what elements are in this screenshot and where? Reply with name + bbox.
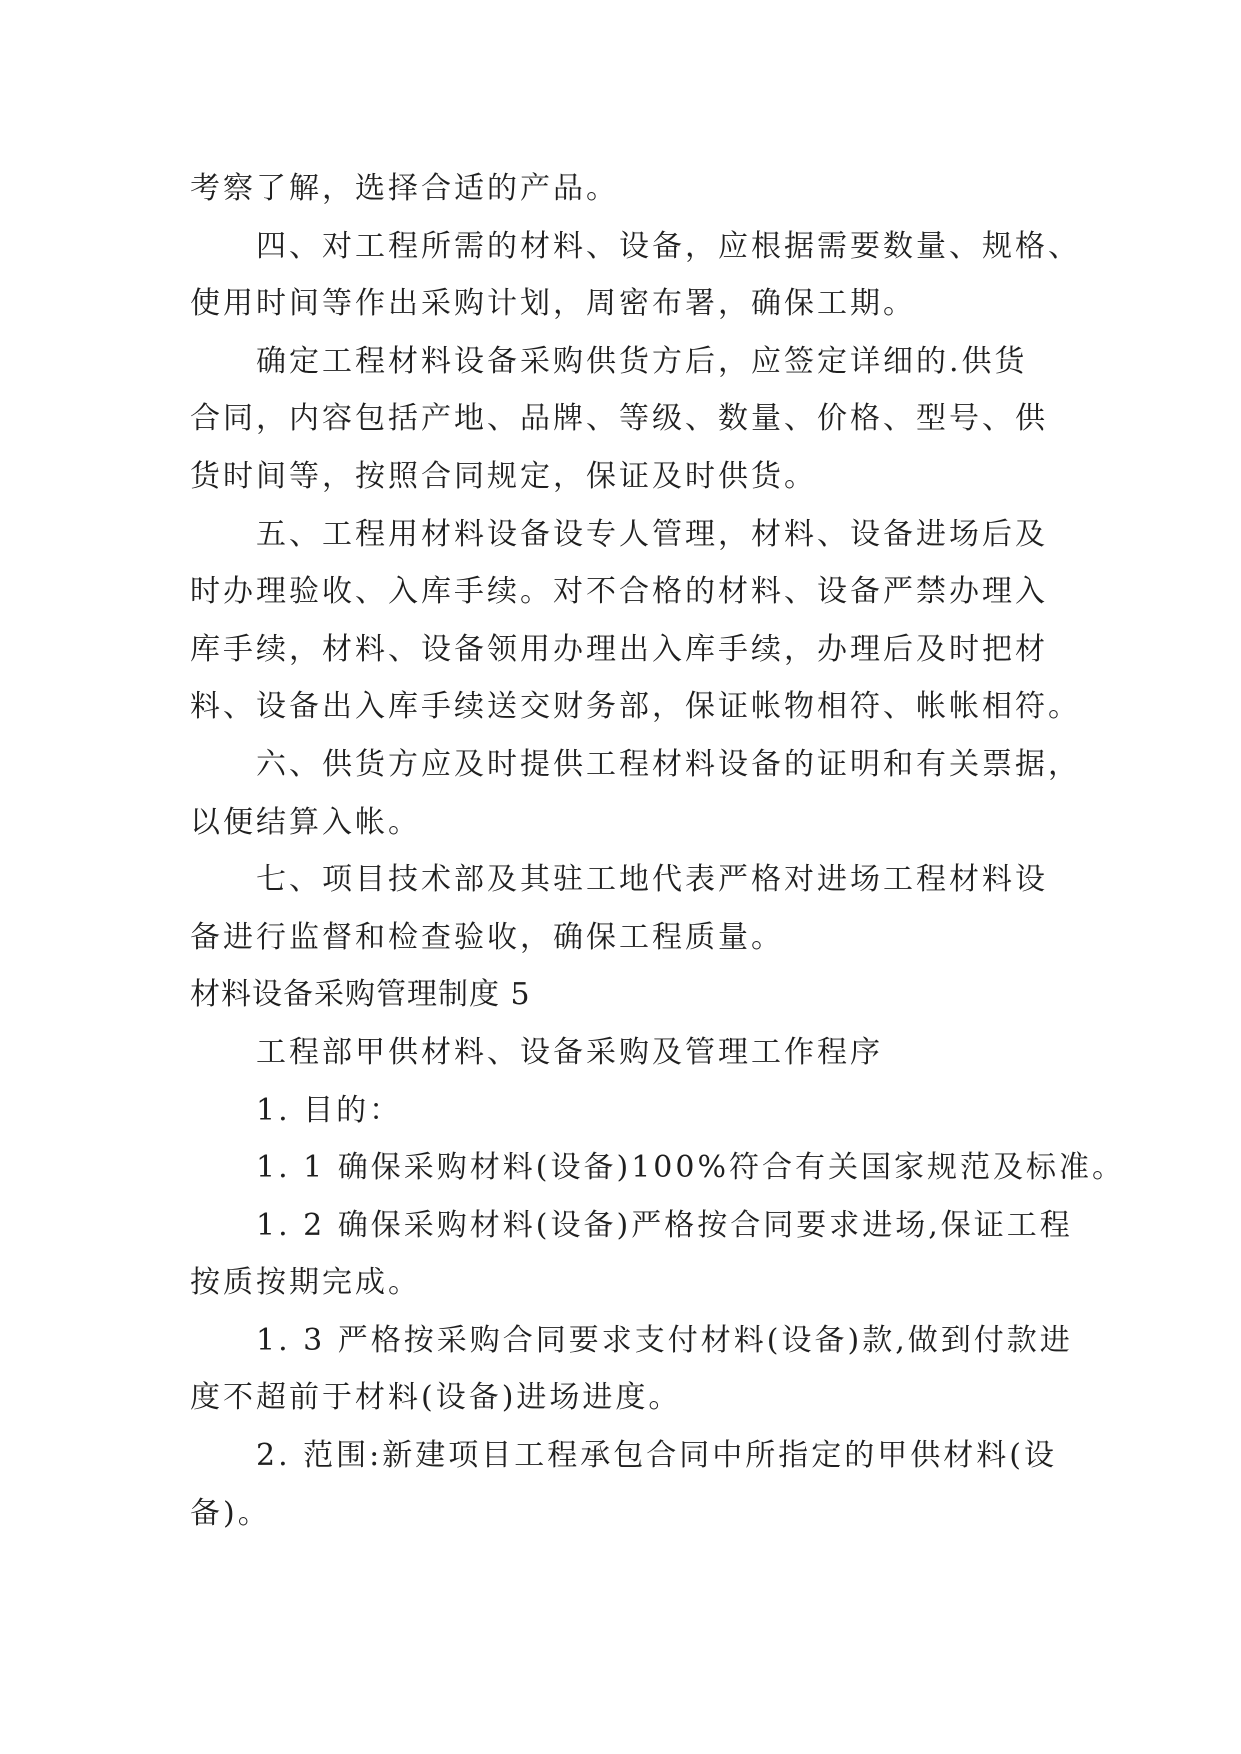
section-heading: 材料设备采购管理制度 5	[190, 977, 531, 1013]
text-line: 1. 1 确保采购材料(设备)100%符合有关国家规范及标准。	[256, 1150, 1125, 1186]
text-line: 时办理验收、入库手续。对不合格的材料、设备严禁办理入	[190, 574, 1048, 610]
text-line: 合同，内容包括产地、品牌、等级、数量、价格、型号、供	[190, 401, 1048, 437]
text-line: 按质按期完成。	[190, 1265, 421, 1301]
text-line: 1. 2 确保采购材料(设备)严格按合同要求进场,保证工程	[256, 1207, 1073, 1243]
text-line: 五、工程用材料设备设专人管理，材料、设备进场后及	[256, 516, 1048, 552]
text-line: 四、对工程所需的材料、设备，应根据需要数量、规格、	[256, 228, 1081, 264]
text-line: 库手续，材料、设备领用办理出入库手续，办理后及时把材	[190, 631, 1048, 667]
document-body	[190, 160, 1125, 1542]
text-line: 工程部甲供材料、设备采购及管理工作程序	[256, 1034, 883, 1070]
text-line: 货时间等，按照合同规定，保证及时供货。	[190, 458, 817, 494]
text-line: 考察了解，选择合适的产品。	[190, 171, 619, 206]
text-line: 2. 范围:新建项目工程承包合同中所指定的甲供材料(设	[256, 1438, 1057, 1474]
text-line: 1. 目的：	[256, 1092, 403, 1128]
text-line: 备进行监督和检查验收，确保工程质量。	[190, 919, 784, 955]
text-line: 七、项目技术部及其驻工地代表严格对进场工程材料设	[256, 862, 1048, 898]
text-line: 确定工程材料设备采购供货方后，应签定详细的.供货	[256, 343, 1028, 379]
text-line: 六、供货方应及时提供工程材料设备的证明和有关票据，	[256, 746, 1081, 782]
text-line: 料、设备出入库手续送交财务部，保证帐物相符、帐帐相符。	[190, 689, 1081, 725]
text-line: 1. 3 严格按采购合同要求支付材料(设备)款,做到付款进	[256, 1322, 1073, 1358]
text-line: 度不超前于材料(设备)进场进度。	[190, 1380, 682, 1416]
text-line: 以便结算入帐。	[190, 804, 421, 840]
text-line: 使用时间等作出采购计划，周密布署，确保工期。	[190, 286, 916, 322]
text-line: 备)。	[190, 1495, 271, 1531]
